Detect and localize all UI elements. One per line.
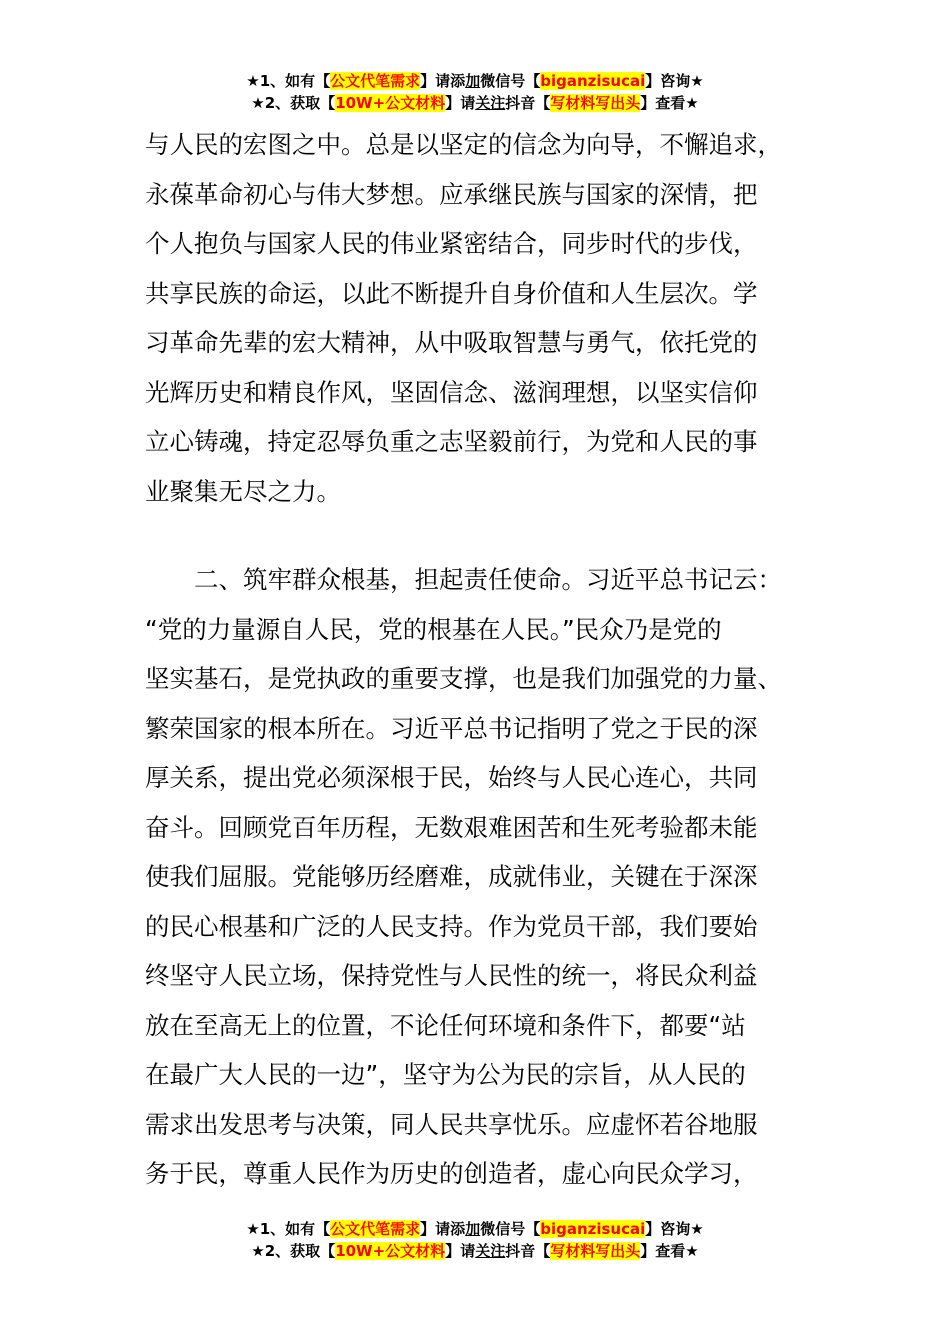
text-line: 光辉历史和精良作风，坚固信念、滋润理想，以坚实信仰 xyxy=(145,377,758,407)
top-banner xyxy=(0,70,950,114)
banner-line-1 xyxy=(0,70,950,92)
text-line: 二、筑牢群众根基，担起责任使命。习近平总书记云： xyxy=(145,565,782,594)
banner-text: 】咨询★ xyxy=(645,1220,704,1238)
text-line: 厚关系，提出党必须深根于民，始终与人民心连心，共同 xyxy=(145,763,758,792)
banner-text: ★1、如有【 xyxy=(246,72,331,90)
text-line: 使我们屈服。党能够历经磨难，成就伟业，关键在于深深 xyxy=(145,862,758,891)
text-line: 立心铸魂，持定忍辱负重之志坚毅前行，为党和人民的事 xyxy=(145,427,758,456)
text-line: 业聚集无尽之力。 xyxy=(145,476,341,506)
banner-text: ★1、如有【 xyxy=(246,1220,331,1238)
banner-text: 】咨询★ xyxy=(645,72,704,90)
banner-underlined: 关注 xyxy=(475,94,506,112)
banner-highlight: 10W+公文材料 xyxy=(335,94,446,112)
banner-text: 微信号【 xyxy=(480,72,541,90)
text-line: 在最广大人民的一边”，坚守为公为民的宗旨，从人民的 xyxy=(145,1060,746,1089)
banner-highlight: 10W+公文材料 xyxy=(335,1242,446,1260)
banner-text: 抖音【 xyxy=(505,94,551,112)
banner-text: ★2、获取【 xyxy=(251,94,336,112)
banner-highlight: 公文代笔需求 xyxy=(330,1220,421,1238)
paragraph-2 xyxy=(145,555,810,1199)
banner-highlight: 公文代笔需求 xyxy=(330,72,421,90)
banner-text: 抖音【 xyxy=(505,1242,551,1260)
banner-line-1 xyxy=(0,1218,950,1240)
banner-highlight: 写材料写出头 xyxy=(550,94,641,112)
text-line: 与人民的宏图之中。总是以坚定的信念为向导，不懈追求， xyxy=(145,130,782,159)
text-line: 奋斗。回顾党百年历程，无数艰难困苦和生死考验都未能 xyxy=(145,812,758,842)
banner-highlight: 写材料写出头 xyxy=(550,1242,641,1260)
banner-underlined: 加 xyxy=(465,1220,481,1238)
banner-text: ★2、获取【 xyxy=(251,1242,336,1260)
bottom-banner xyxy=(0,1218,950,1262)
text-line: 繁荣国家的根本所在。习近平总书记指明了党之于民的深 xyxy=(145,713,758,743)
text-line: 的民心根基和广泛的人民支持。作为党员干部，我们要始 xyxy=(145,911,758,941)
text-line: 终坚守人民立场，保持党性与人民性的统一，将民众利益 xyxy=(145,961,758,990)
text-line: 务于民，尊重人民作为历史的创造者，虚心向民众学习， xyxy=(145,1159,758,1188)
text-line: 习革命先辈的宏大精神，从中吸取智慧与勇气，依托党的 xyxy=(145,328,758,357)
text-line: 坚实基石，是党执政的重要支撑，也是我们加强党的力量、 xyxy=(145,664,782,693)
text-line: 永葆革命初心与伟大梦想。应承继民族与国家的深情，把 xyxy=(145,179,758,209)
text-line: 个人抱负与国家人民的伟业紧密结合，同步时代的步伐， xyxy=(145,229,758,258)
banner-underlined: 加 xyxy=(465,72,481,90)
banner-text: 】请添 xyxy=(420,72,466,90)
banner-text: 】请 xyxy=(445,1242,476,1260)
banner-text: 】查看★ xyxy=(640,94,699,112)
text-line: 共享民族的命运，以此不断提升自身价值和人生层次。学 xyxy=(145,278,758,308)
banner-text: 微信号【 xyxy=(480,1220,541,1238)
banner-highlight: biganzisucai xyxy=(540,1220,646,1238)
paragraph-1 xyxy=(145,120,810,516)
banner-line-2 xyxy=(0,1240,950,1262)
text-line: “党的力量源自人民，党的根基在人民。”民众乃是党的 xyxy=(145,614,722,644)
banner-underlined: 关注 xyxy=(475,1242,506,1260)
text-line: 放在至高无上的位置，不论任何环境和条件下，都要“站 xyxy=(145,1010,746,1040)
banner-highlight: biganzisucai xyxy=(540,72,646,90)
text-line: 需求出发思考与决策，同人民共享忧乐。应虚怀若谷地服 xyxy=(145,1109,758,1139)
banner-text: 】查看★ xyxy=(640,1242,699,1260)
banner-line-2 xyxy=(0,92,950,114)
banner-text: 】请添 xyxy=(420,1220,466,1238)
banner-text: 】请 xyxy=(445,94,476,112)
